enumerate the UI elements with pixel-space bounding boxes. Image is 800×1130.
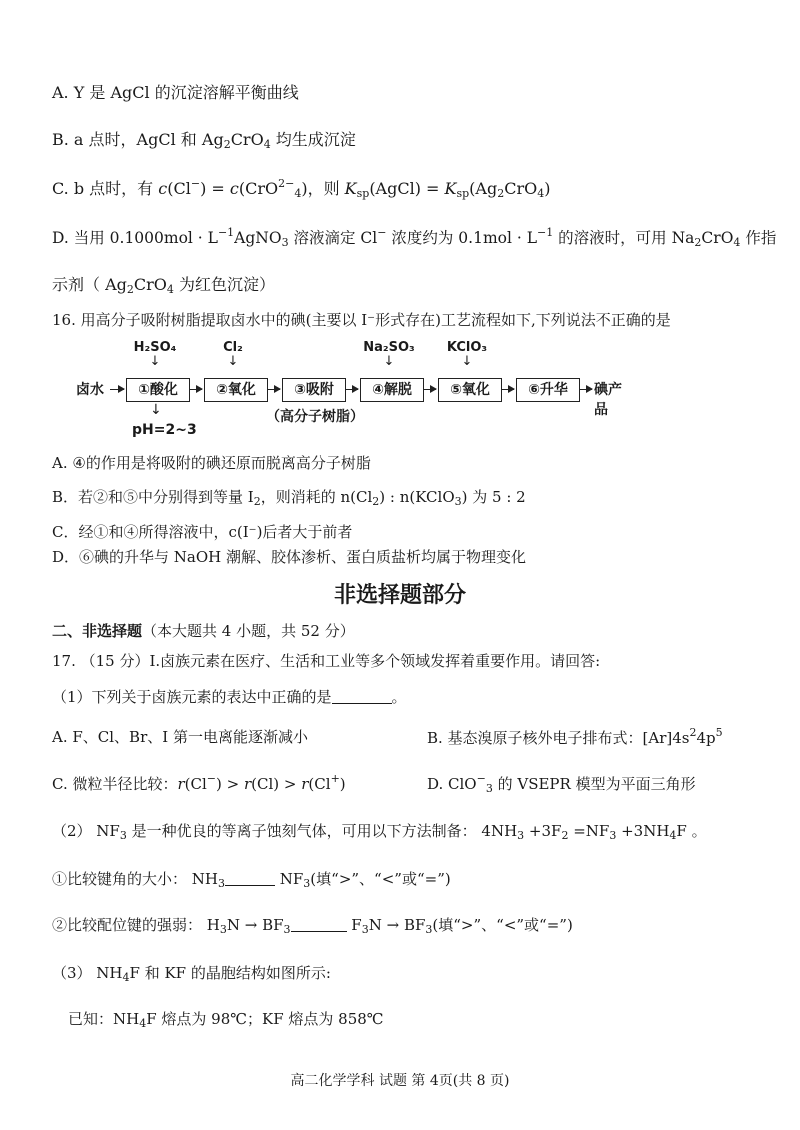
- answer-blank[interactable]: [291, 917, 347, 932]
- q17-option-b: B. 基态溴原子核外电子排布式：$[Ar]4s^24p^5$: [427, 726, 723, 747]
- down-arrow: ↓: [150, 402, 162, 418]
- q15-option-a: A. Y 是 AgCl 的沉淀溶解平衡曲线: [52, 83, 299, 102]
- reagent-cl2: Cl₂ ↓: [223, 340, 243, 369]
- q15-option-d: D. 当用 $0.1000mol \cdot L^{-1}AgNO_3$ 溶液滴定 Cl− 浓度约为 $0.1mol \cdot L^{-1}$ 的溶液时，可用 $Na_2CrO_4$ 作指: [52, 226, 777, 249]
- q17-part2-2: ②比较配位键的强弱： $H_3N \to BF_3$ $F_3N \to BF_3$(填“>”、“<”或“=”): [52, 916, 573, 936]
- flow-arrow: [110, 389, 124, 390]
- answer-blank[interactable]: [225, 871, 275, 886]
- q17-option-d: D. ClO−$_3$ 的 VSEPR 模型为平面三角形: [427, 772, 696, 795]
- q16-option-a: A. ④的作用是将吸附的碘还原而脱离高分子树脂: [52, 454, 371, 472]
- q16-option-b: B．若②和⑤中分别得到等量 $I_2$，则消耗的 $n(Cl_2)$ : n(KClO$_3$) 为 5 : 2: [52, 488, 526, 508]
- q17-part2: （2） $NF_3$ 是一种优良的等离子蚀刻气体，可用以下方法制备： $4NH_3 +3F_2 =NF_3 +3NH_4F$ 。: [52, 822, 707, 842]
- process-flow-diagram: [70, 336, 630, 446]
- q15-option-c: C. b 点时，有 c(Cl−) = c(CrO$^{2-}_4$)，则 $K_{sp}(AgCl) = K_{sp}(Ag_2CrO_4)$: [52, 177, 551, 200]
- q15-option-b: B. a 点时，AgCl 和 $Ag_2CrO_4$ 均生成沉淀: [52, 130, 356, 151]
- flow-step-2: ②氧化: [204, 378, 268, 402]
- flow-step-6: ⑥升华: [516, 378, 580, 402]
- q17-part1: （1）下列关于卤族元素的表达中正确的是 。: [52, 688, 407, 706]
- q16-option-d: D．⑥碘的升华与 NaOH 潮解、胶体渗析、蛋白质盐析均属于物理变化: [52, 548, 527, 566]
- q17-option-a: A. F、Cl、Br、I 第一电离能逐渐减小: [52, 728, 308, 746]
- flow-arrow: [190, 389, 202, 390]
- q16-option-c: C．经①和④所得溶液中，c(I⁻)后者大于前者: [52, 523, 353, 541]
- flow-end: 碘产品: [594, 382, 622, 418]
- flow-start: 卤水: [76, 382, 104, 398]
- flow-step-1: ①酸化: [126, 378, 190, 402]
- q17-part2-1: ①比较键角的大小： $NH_3$ $NF_3$(填“>”、“<”或“=”): [52, 870, 451, 890]
- reagent-na2so3: Na₂SO₃ ↓: [363, 340, 415, 369]
- q16-stem: 16. 用高分子吸附树脂提取卤水中的碘(主要以 I⁻形式存在)工艺流程如下,下列说法不正确的是: [52, 311, 671, 329]
- q17-part3: （3） $NH_4F$ 和 KF 的晶胞结构如图所示:: [52, 964, 331, 984]
- answer-blank[interactable]: [332, 689, 392, 704]
- q17-stem: 17. （15 分）I.卤族元素在医疗、生活和工业等多个领域发挥着重要作用。请回答:: [52, 652, 601, 670]
- q17-option-c: C. 微粒半径比较：r(Cl−) > r(Cl) > r(Cl+): [52, 772, 346, 793]
- flow-arrow: [502, 389, 514, 390]
- resin-label: （高分子树脂）: [266, 409, 364, 425]
- flow-arrow: [424, 389, 436, 390]
- flow-arrow: [268, 389, 280, 390]
- flow-step-5: ⑤氧化: [438, 378, 502, 402]
- reagent-h2so4: H₂SO₄ ↓: [133, 340, 177, 369]
- section-heading: 二、非选择题（本大题共 4 小题，共 52 分）: [52, 622, 355, 640]
- q17-known: 已知：$NH_4F$ 熔点为 98℃；KF 熔点为 858℃: [68, 1010, 384, 1030]
- page-footer: 高二化学学科 试题 第 4页(共 8 页): [290, 1073, 510, 1089]
- flow-step-3: ③吸附: [282, 378, 346, 402]
- section-title: 非选择题部分: [333, 583, 466, 608]
- flow-arrow: [346, 389, 358, 390]
- flow-arrow: [580, 389, 592, 390]
- ph-label: pH=2~3: [132, 422, 197, 438]
- reagent-kclo3: KClO₃ ↓: [446, 340, 488, 369]
- flow-step-4: ④解脱: [360, 378, 424, 402]
- q15-option-d-cont: 示剂（ $Ag_2CrO_4$ 为红色沉淀）: [52, 275, 275, 296]
